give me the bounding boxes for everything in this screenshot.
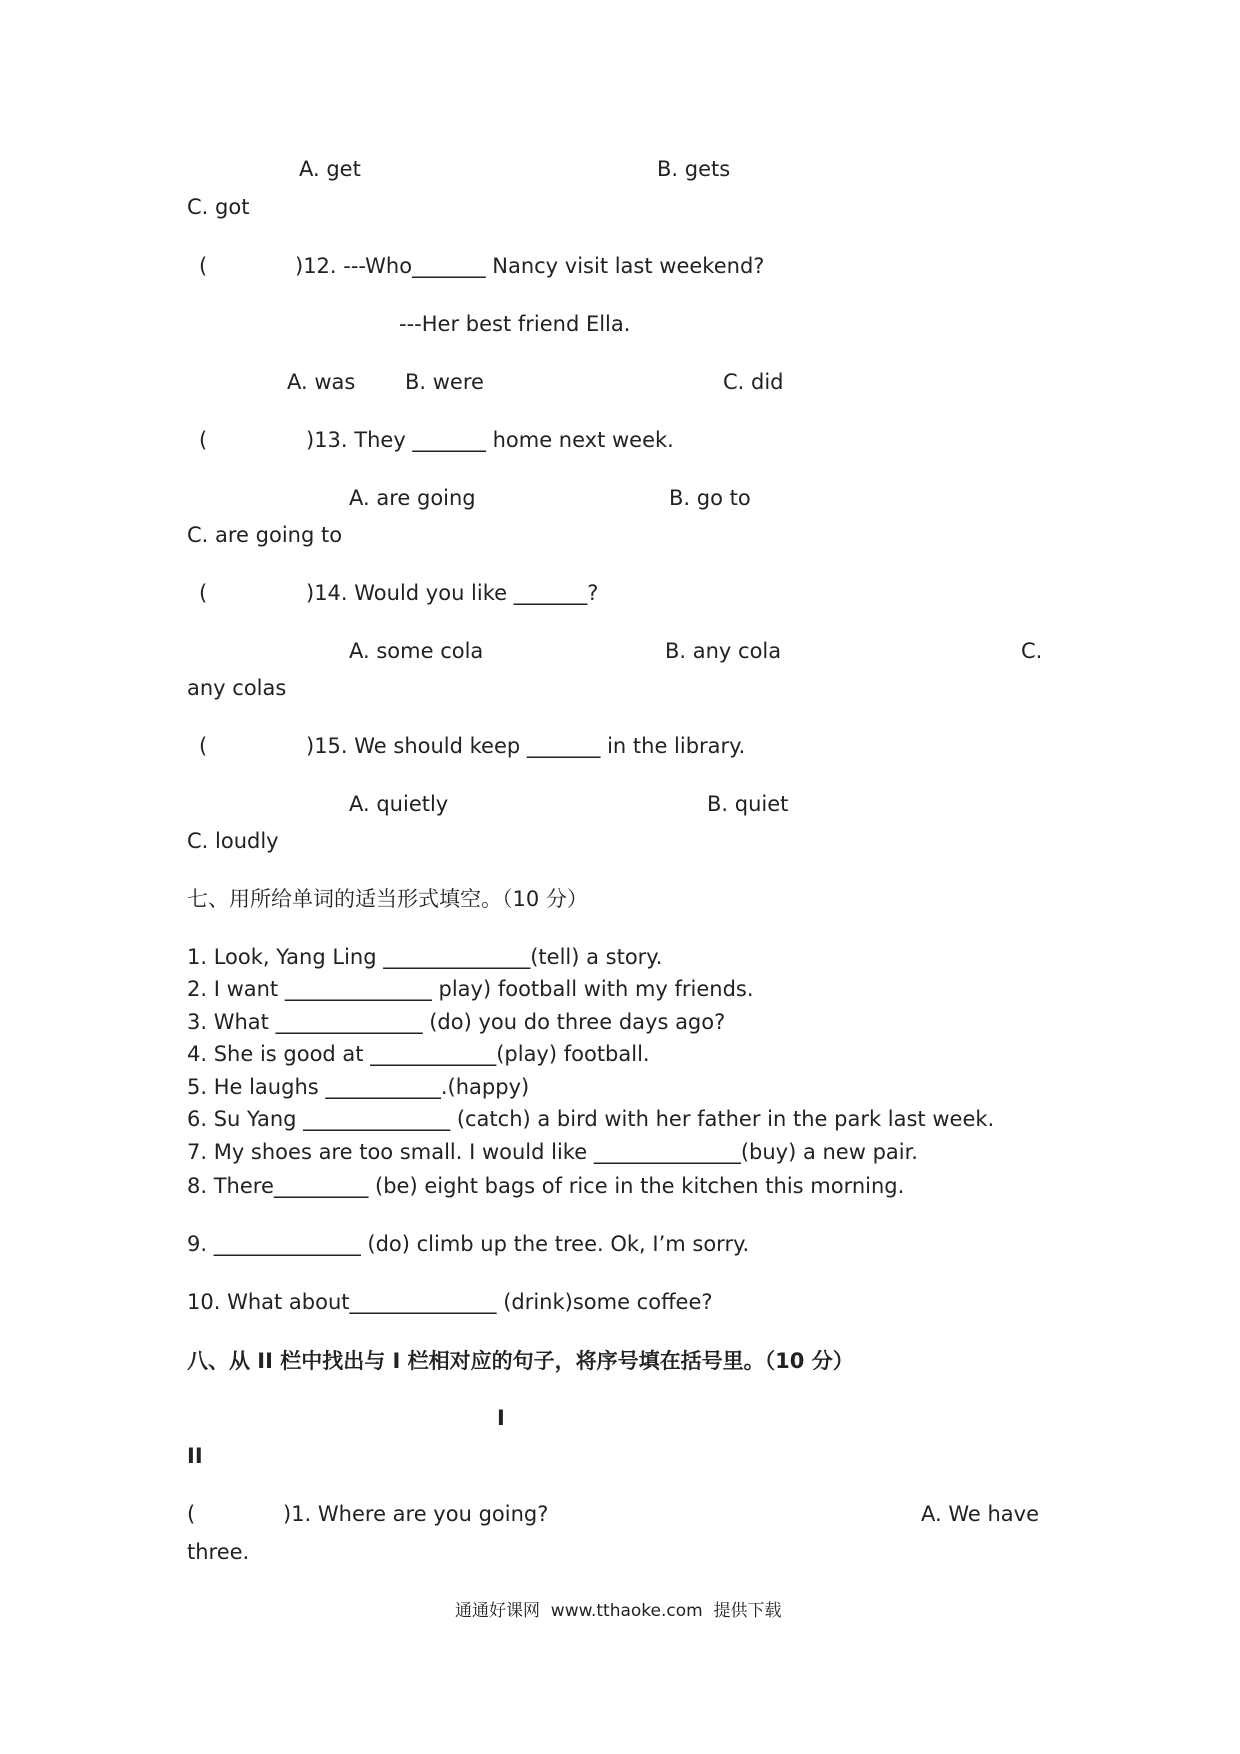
q13-text: )13. They _______ home next week. bbox=[306, 428, 674, 452]
section7-item-9: 9. ______________ (do) climb up the tree. Ok, I’m sorry. bbox=[187, 1232, 750, 1256]
section7-item-4: 4. She is good at ____________(play) football. bbox=[187, 1042, 650, 1066]
q14-option-c: C. bbox=[1021, 639, 1043, 663]
q14-option-c-cont: any colas bbox=[187, 676, 287, 700]
q12-option-c: C. did bbox=[723, 370, 784, 394]
q15-answer-paren: ( bbox=[199, 734, 208, 758]
section8-heading: 八、从 II 栏中找出与 I 栏相对应的句子，将序号填在括号里。（10 分） bbox=[187, 1349, 854, 1373]
section8-answer-a-cont: three. bbox=[187, 1540, 250, 1564]
section8-column-1-label: I bbox=[497, 1406, 505, 1430]
q13-option-c: C. are going to bbox=[187, 523, 343, 547]
q15-option-b: B. quiet bbox=[707, 792, 789, 816]
q14-option-a: A. some cola bbox=[349, 639, 484, 663]
q12-response: ---Her best friend Ella. bbox=[399, 312, 631, 336]
section8-item1-text: )1. Where are you going? bbox=[283, 1502, 549, 1526]
q13-option-a: A. are going bbox=[349, 486, 476, 510]
section7-item-6: 6. Su Yang ______________ (catch) a bird with her father in the park last week. bbox=[187, 1107, 995, 1131]
section7-item-2: 2. I want ______________ play) football with my friends. bbox=[187, 977, 754, 1001]
section8-column-2-label: II bbox=[187, 1444, 203, 1468]
q12-text: )12. ---Who_______ Nancy visit last weekend? bbox=[295, 254, 765, 278]
page-footer: 通通好课网 www.tthaoke.com 提供下载 bbox=[455, 1601, 782, 1621]
q12-answer-paren: ( bbox=[199, 254, 208, 278]
section7-item-5: 5. He laughs ___________.(happy) bbox=[187, 1075, 530, 1099]
q15-option-a: A. quietly bbox=[349, 792, 449, 816]
section8-answer-a: A. We have bbox=[921, 1502, 1040, 1526]
q11-option-c: C. got bbox=[187, 195, 250, 219]
section7-item-8: 8. There_________ (be) eight bags of rice in the kitchen this morning. bbox=[187, 1174, 905, 1198]
q15-text: )15. We should keep _______ in the library. bbox=[306, 734, 746, 758]
section7-item-7: 7. My shoes are too small. I would like ______________(buy) a new pair. bbox=[187, 1140, 918, 1164]
q13-option-b: B. go to bbox=[669, 486, 751, 510]
section7-item-10: 10. What about______________ (drink)some coffee? bbox=[187, 1290, 713, 1314]
q15-option-c: C. loudly bbox=[187, 829, 279, 853]
q13-answer-paren: ( bbox=[199, 428, 208, 452]
q12-option-a: A. was bbox=[287, 370, 356, 394]
section7-item-1: 1. Look, Yang Ling ______________(tell) a story. bbox=[187, 945, 663, 969]
section7-item-3: 3. What ______________ (do) you do three days ago? bbox=[187, 1010, 726, 1034]
section8-item1-paren: ( bbox=[187, 1502, 196, 1526]
q11-option-b: B. gets bbox=[657, 157, 731, 181]
q12-option-b: B. were bbox=[405, 370, 484, 394]
section7-heading: 七、用所给单词的适当形式填空。（10 分） bbox=[187, 887, 588, 911]
q14-text: )14. Would you like _______? bbox=[306, 581, 599, 605]
q14-option-b: B. any cola bbox=[665, 639, 782, 663]
q11-option-a: A. get bbox=[299, 157, 361, 181]
q14-answer-paren: ( bbox=[199, 581, 208, 605]
